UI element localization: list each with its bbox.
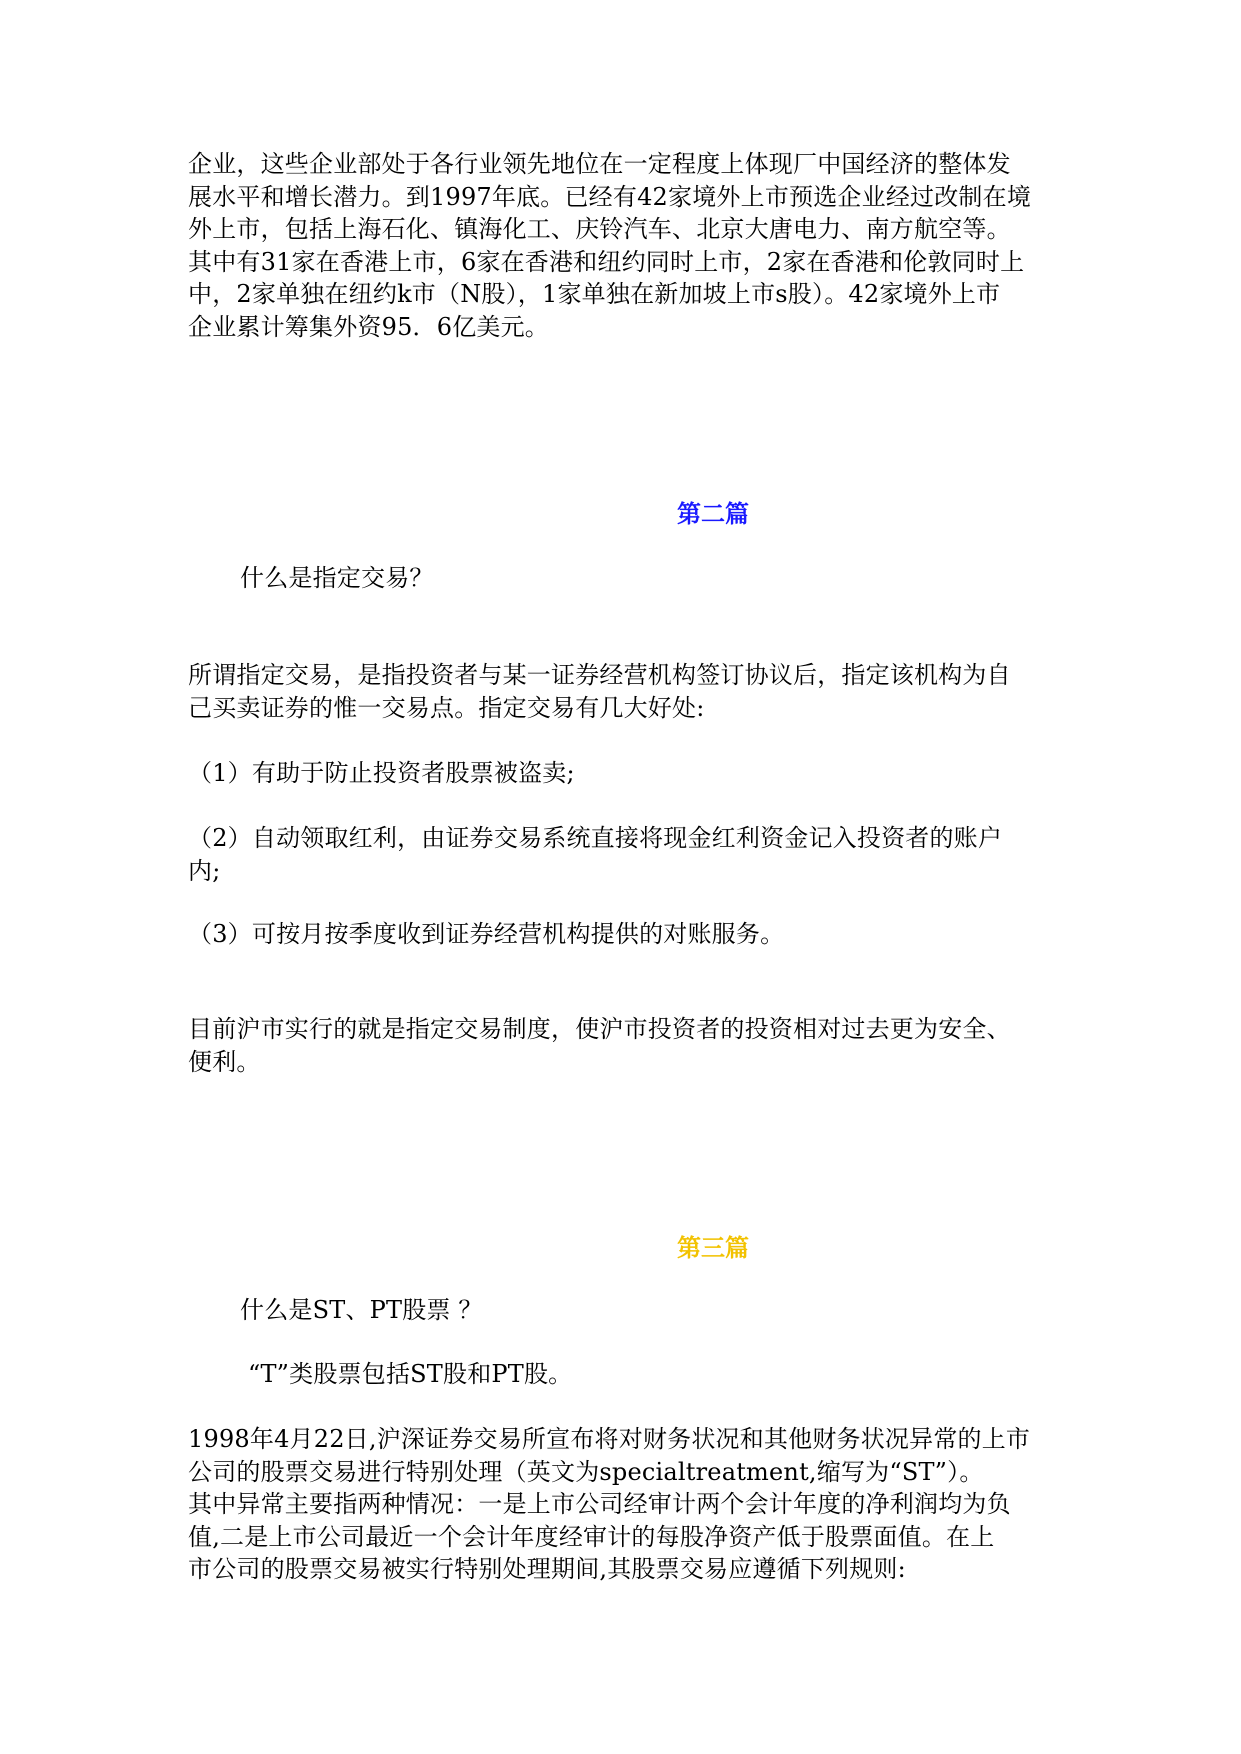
list-item-point-1: （1）有助于防止投资者股票被盗卖; [188,759,575,787]
question-designated-trading: 什么是指定交易？ [240,564,434,592]
text-line: 目前沪市实行的就是指定交易制度，使沪市投资者的投资相对过去更为安全、 [188,1015,1011,1043]
question-st-pt-stocks: 什么是ST、PT股票 ？ [240,1296,483,1324]
text-line: 外上市，包括上海石化、镇海化工、庆铃汽车、北京大唐电力、南方航空等。 [188,215,1011,243]
list-item-point-2 [188,822,1048,887]
paragraph-designated-trading-closing [188,1013,1048,1078]
text-line: 展水平和增长潜力。到1997年底。已经有42家境外上市预选企业经过改制在境 [188,182,1032,211]
text-line: 己买卖证券的惟一交易点。指定交易有几大好处: [188,693,705,722]
list-item-point-3: （3）可按月按季度收到证券经营机构提供的对账服务。 [188,920,785,948]
text-line: 公司的股票交易进行特别处理（英文为specialtreatment,缩写为“ST”）。 [188,1457,984,1486]
paragraph-designated-trading-intro [188,659,1048,724]
text-line: 其中有31家在香港上市，6家在香港和纽约同时上市，2家在香港和伦敦同时上 [188,247,1025,276]
text-line: 市公司的股票交易被实行特别处理期间,其股票交易应遵循下列规则: [188,1555,906,1583]
text-line: 值,二是上市公司最近一个会计年度经审计的每股净资产低于股票面值。在上 [188,1522,995,1551]
text-line: （2）自动领取红利，由证券交易系统直接将现金红利资金记入投资者的账户 [188,824,1003,852]
subtitle-t-class-stocks: “T”类股票包括ST股和PT股。 [248,1360,573,1388]
text-line: 1998年4月22日,沪深证券交易所宣布将对财务状况和其他财务状况异常的上市 [188,1425,1031,1453]
text-line: 其中异常主要指两种情况：一是上市公司经审计两个会计年度的净利润均为负 [188,1490,1011,1518]
text-line: 中，2家单独在纽约k市（N股），1家单独在新加坡上市s股）。42家境外上市 [188,280,1001,308]
text-line: 便利。 [188,1047,261,1076]
paragraph-overseas-listing [188,148,1048,343]
text-line: 内; [188,856,221,885]
paragraph-special-treatment [188,1423,1048,1586]
text-line: 所谓指定交易，是指投资者与某一证券经营机构签订协议后，指定该机构为自 [188,661,1011,689]
section-heading-3: 第三篇 [677,1233,749,1262]
text-line: 企业累计筹集外资95．6亿美元。 [188,312,550,341]
section-heading-2: 第二篇 [677,499,749,528]
text-line: 企业，这些企业部处于各行业领先地位在一定程度上体现厂中国经济的整体发 [188,150,1011,178]
